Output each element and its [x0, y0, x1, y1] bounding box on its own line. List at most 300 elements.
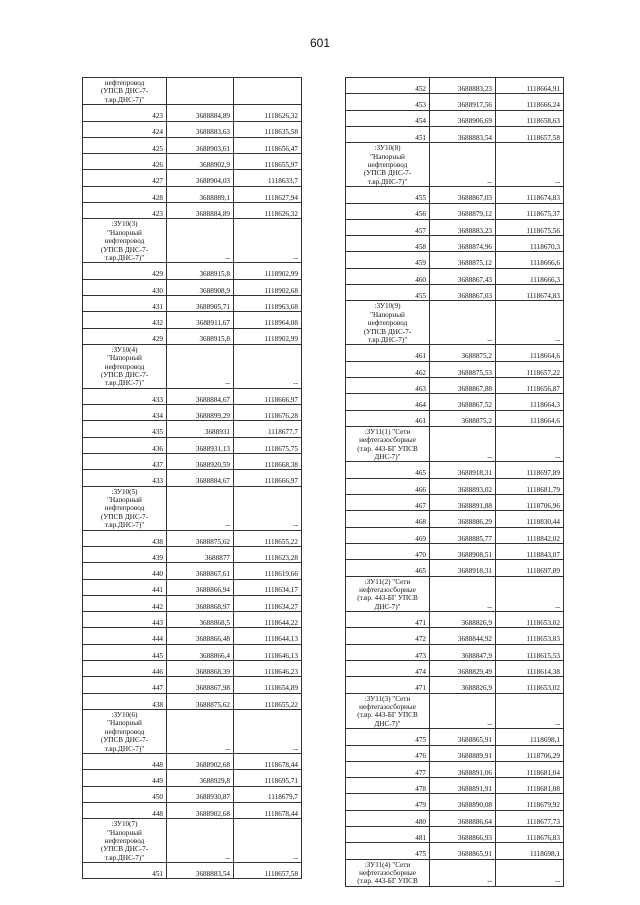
point-number: 439: [83, 546, 167, 562]
y-coordinate: --: [496, 426, 564, 462]
coordinate-row: [83, 802, 302, 818]
point-number: 459: [346, 252, 430, 268]
point-number: 423: [83, 203, 167, 219]
y-coordinate: 1118666,6: [496, 252, 564, 268]
point-number: 458: [346, 236, 430, 252]
y-coordinate: --: [496, 859, 564, 886]
point-number: 457: [346, 219, 430, 235]
x-coordinate: 3688917,56: [430, 94, 496, 110]
coordinate-row: [346, 410, 564, 426]
x-coordinate: 3688867,52: [430, 394, 496, 410]
coordinate-row: [83, 421, 302, 437]
y-coordinate: 1118655,97: [234, 154, 302, 170]
x-coordinate: --: [430, 426, 496, 462]
x-coordinate: 3688903,61: [167, 137, 234, 153]
y-coordinate: --: [496, 301, 564, 345]
x-coordinate: --: [167, 709, 234, 753]
y-coordinate: 1118626,32: [234, 105, 302, 121]
coordinate-row: [83, 186, 302, 202]
x-coordinate: --: [167, 219, 234, 263]
point-number: 466: [346, 478, 430, 494]
section-header-row: [83, 486, 302, 530]
x-coordinate: 3688829,49: [430, 661, 496, 677]
x-coordinate: 3688891,06: [430, 761, 496, 777]
point-number: 461: [346, 345, 430, 361]
y-coordinate: --: [234, 344, 302, 388]
section-header-row: [83, 219, 302, 263]
point-number: 448: [83, 802, 167, 818]
y-coordinate: 1118678,44: [234, 753, 302, 769]
coordinate-row: [83, 563, 302, 579]
x-coordinate: 3688905,71: [167, 295, 234, 311]
y-coordinate: 1118657,22: [496, 361, 564, 377]
coordinate-row: [83, 753, 302, 769]
coordinate-row: [83, 770, 302, 786]
x-coordinate: --: [430, 143, 496, 187]
coordinate-row: [83, 328, 302, 344]
point-number: 440: [83, 563, 167, 579]
point-number: 460: [346, 268, 430, 284]
coordinate-row: [346, 560, 564, 576]
point-number: 461: [346, 410, 430, 426]
x-coordinate: --: [430, 301, 496, 345]
x-coordinate: 3688884,89: [167, 105, 234, 121]
section-label: :ЗУ11(1) "Сети нефтегазосборные (т.вр. 443-БГ УПСВ ДНС-7)": [346, 426, 430, 462]
y-coordinate: 1118664,91: [496, 78, 564, 94]
coordinate-row: [346, 462, 564, 478]
coordinate-row: [346, 628, 564, 644]
x-coordinate: 3688874,96: [430, 236, 496, 252]
y-coordinate: --: [496, 143, 564, 187]
y-coordinate: 1118646,13: [234, 644, 302, 660]
point-number: 472: [346, 628, 430, 644]
point-number: 453: [346, 94, 430, 110]
coordinate-row: [346, 252, 564, 268]
x-coordinate: 3688904,03: [167, 170, 234, 186]
y-coordinate: 1118677,73: [496, 810, 564, 826]
coordinate-row: [83, 137, 302, 153]
y-coordinate: 1118676,28: [234, 405, 302, 421]
x-coordinate: 3688875,12: [430, 252, 496, 268]
point-number: 445: [83, 644, 167, 660]
section-header-row: [346, 143, 564, 187]
point-number: 448: [83, 753, 167, 769]
coordinate-row: [346, 511, 564, 527]
x-coordinate: 3688826,9: [430, 612, 496, 628]
y-coordinate: --: [496, 693, 564, 729]
point-number: 471: [346, 677, 430, 693]
y-coordinate: 1118634,27: [234, 595, 302, 611]
section-label: :ЗУ11(4) "Сети нефтегазосборные (т.вр. 443-БГ УПСВ: [346, 859, 430, 886]
y-coordinate: 1118706,96: [496, 495, 564, 511]
x-coordinate: --: [430, 693, 496, 729]
point-number: 428: [83, 186, 167, 202]
x-coordinate: --: [167, 819, 234, 863]
point-number: 433: [83, 388, 167, 404]
y-coordinate: 1118679,7: [234, 786, 302, 802]
point-number: 432: [83, 312, 167, 328]
x-coordinate: 3688906,69: [430, 110, 496, 126]
x-coordinate: [167, 78, 234, 105]
section-header-row: [83, 819, 302, 863]
x-coordinate: 3688865,91: [430, 843, 496, 859]
y-coordinate: 1118697,89: [496, 462, 564, 478]
coordinate-row: [346, 394, 564, 410]
point-number: 476: [346, 745, 430, 761]
x-coordinate: --: [167, 486, 234, 530]
coordinate-row: [346, 827, 564, 843]
coordinate-row: [83, 105, 302, 121]
x-coordinate: 3688885,77: [430, 527, 496, 543]
point-number: 477: [346, 761, 430, 777]
y-coordinate: 1118681,04: [496, 761, 564, 777]
x-coordinate: 3688867,03: [430, 285, 496, 301]
y-coordinate: 1118681,08: [496, 778, 564, 794]
x-coordinate: 3688877: [167, 546, 234, 562]
point-number: 474: [346, 661, 430, 677]
coordinate-row: [83, 454, 302, 470]
y-coordinate: 1118655,22: [234, 693, 302, 709]
y-coordinate: 1118634,17: [234, 579, 302, 595]
coordinate-row: [346, 810, 564, 826]
x-coordinate: 3688890,08: [430, 794, 496, 810]
point-number: 443: [83, 612, 167, 628]
y-coordinate: 1118902,99: [234, 263, 302, 279]
x-coordinate: 3688911,67: [167, 312, 234, 328]
y-coordinate: 1118657,58: [234, 863, 302, 879]
coordinate-row: [346, 543, 564, 559]
y-coordinate: 1118653,83: [496, 628, 564, 644]
section-header-row: [83, 709, 302, 753]
coordinate-row: [346, 495, 564, 511]
y-coordinate: 1118656,87: [496, 377, 564, 393]
x-coordinate: 3688884,67: [167, 388, 234, 404]
x-coordinate: 3688844,92: [430, 628, 496, 644]
y-coordinate: --: [234, 709, 302, 753]
coordinate-row: [83, 595, 302, 611]
point-number: 429: [83, 328, 167, 344]
y-coordinate: 1118678,44: [234, 802, 302, 818]
y-coordinate: 1118697,89: [496, 560, 564, 576]
coordinate-row: [83, 628, 302, 644]
point-number: 429: [83, 263, 167, 279]
coordinate-row: [346, 644, 564, 660]
coordinate-row: [346, 745, 564, 761]
point-number: 468: [346, 511, 430, 527]
point-number: 433: [83, 470, 167, 486]
y-coordinate: 1118664,6: [496, 410, 564, 426]
coordinate-row: [83, 612, 302, 628]
x-coordinate: 3688902,68: [167, 753, 234, 769]
coordinate-row: [346, 268, 564, 284]
point-number: 436: [83, 437, 167, 453]
y-coordinate: 1118656,47: [234, 137, 302, 153]
point-number: 435: [83, 421, 167, 437]
point-number: 438: [83, 693, 167, 709]
y-coordinate: 1118706,29: [496, 745, 564, 761]
coordinates-table-right: [345, 77, 564, 887]
y-coordinate: 1118623,28: [234, 546, 302, 562]
page-number: 601: [309, 36, 331, 50]
point-number: 449: [83, 770, 167, 786]
point-number: 473: [346, 644, 430, 660]
coordinate-row: [346, 203, 564, 219]
y-coordinate: 1118666,97: [234, 388, 302, 404]
section-header-row: [346, 426, 564, 462]
y-coordinate: 1118646,23: [234, 661, 302, 677]
x-coordinate: --: [430, 859, 496, 886]
section-label: :ЗУ10(3) "Напорный нефтепровод (УПСВ ДНС-7- т.вр.ДНС-7)": [83, 219, 167, 263]
coordinate-row: [83, 470, 302, 486]
coordinate-row: [346, 236, 564, 252]
y-coordinate: 1118614,38: [496, 661, 564, 677]
x-coordinate: 3688875,2: [430, 410, 496, 426]
coordinate-row: [83, 437, 302, 453]
coordinate-row: [346, 285, 564, 301]
coordinate-row: [346, 761, 564, 777]
point-number: 455: [346, 285, 430, 301]
point-number: 437: [83, 454, 167, 470]
x-coordinate: 3688883,23: [430, 78, 496, 94]
y-coordinate: 1118627,94: [234, 186, 302, 202]
coordinate-row: [83, 863, 302, 879]
point-number: 471: [346, 612, 430, 628]
coordinate-row: [83, 405, 302, 421]
section-header-row: [346, 301, 564, 345]
point-number: 475: [346, 843, 430, 859]
y-coordinate: 1118695,71: [234, 770, 302, 786]
y-coordinate: 1118674,83: [496, 187, 564, 203]
x-coordinate: 3688883,23: [430, 219, 496, 235]
section-label: :ЗУ10(6) "Напорный нефтепровод (УПСВ ДНС-7- т.вр.ДНС-7)": [83, 709, 167, 753]
x-coordinate: 3688931: [167, 421, 234, 437]
coordinate-row: [83, 677, 302, 693]
section-header-row: [83, 78, 302, 105]
y-coordinate: 1118676,83: [496, 827, 564, 843]
x-coordinate: 3688867,61: [167, 563, 234, 579]
coordinate-row: [83, 644, 302, 660]
coordinate-row: [346, 527, 564, 543]
x-coordinate: 3688866,4: [167, 644, 234, 660]
coordinate-row: [83, 154, 302, 170]
x-coordinate: 3688930,87: [167, 786, 234, 802]
y-coordinate: 1118654,89: [234, 677, 302, 693]
y-coordinate: 1118902,68: [234, 279, 302, 295]
coordinate-row: [83, 121, 302, 137]
y-coordinate: 1118666,3: [496, 268, 564, 284]
x-coordinate: 3688902,68: [167, 802, 234, 818]
point-number: 431: [83, 295, 167, 311]
coordinate-row: [346, 110, 564, 126]
y-coordinate: 1118902,99: [234, 328, 302, 344]
x-coordinate: 3688868,39: [167, 661, 234, 677]
coordinate-row: [346, 361, 564, 377]
section-label: :ЗУ11(3) "Сети нефтегазосборные (т.вр. 443-БГ УПСВ ДНС-7)": [346, 693, 430, 729]
x-coordinate: 3688866,48: [167, 628, 234, 644]
x-coordinate: 3688902,9: [167, 154, 234, 170]
y-coordinate: 1118842,02: [496, 527, 564, 543]
coordinate-row: [83, 388, 302, 404]
coordinate-row: [346, 377, 564, 393]
point-number: 427: [83, 170, 167, 186]
x-coordinate: 3688908,51: [430, 543, 496, 559]
coordinate-row: [83, 579, 302, 595]
x-coordinate: 3688884,89: [167, 203, 234, 219]
x-coordinate: 3688866,94: [167, 579, 234, 595]
section-header-row: [346, 693, 564, 729]
y-coordinate: 1118653,02: [496, 677, 564, 693]
y-coordinate: 1118675,75: [234, 437, 302, 453]
coordinate-row: [346, 661, 564, 677]
y-coordinate: 1118644,22: [234, 612, 302, 628]
coordinate-row: [83, 263, 302, 279]
x-coordinate: 3688883,54: [167, 863, 234, 879]
point-number: 456: [346, 203, 430, 219]
coordinate-row: [346, 345, 564, 361]
y-coordinate: --: [234, 486, 302, 530]
coordinate-row: [83, 279, 302, 295]
y-coordinate: 1118626,32: [234, 203, 302, 219]
y-coordinate: 1118658,63: [496, 110, 564, 126]
point-number: 469: [346, 527, 430, 543]
y-coordinate: 1118655,22: [234, 530, 302, 546]
coordinate-row: [346, 219, 564, 235]
y-coordinate: 1118964,08: [234, 312, 302, 328]
y-coordinate: [234, 78, 302, 105]
coordinate-row: [83, 661, 302, 677]
coordinate-row: [83, 530, 302, 546]
coordinate-row: [83, 312, 302, 328]
y-coordinate: 1118615,53: [496, 644, 564, 660]
y-coordinate: 1118664,3: [496, 394, 564, 410]
x-coordinate: 3688875,62: [167, 530, 234, 546]
coordinate-row: [346, 612, 564, 628]
point-number: 465: [346, 462, 430, 478]
section-header-row: [346, 859, 564, 886]
point-number: 455: [346, 187, 430, 203]
coordinate-row: [346, 729, 564, 745]
x-coordinate: 3688867,43: [430, 268, 496, 284]
coordinate-row: [83, 546, 302, 562]
x-coordinate: 3688884,67: [167, 470, 234, 486]
y-coordinate: 1118677,7: [234, 421, 302, 437]
y-coordinate: 1118653,02: [496, 612, 564, 628]
y-coordinate: 1118830,44: [496, 511, 564, 527]
y-coordinate: 1118675,37: [496, 203, 564, 219]
coordinate-row: [346, 187, 564, 203]
y-coordinate: 1118698,1: [496, 729, 564, 745]
point-number: 446: [83, 661, 167, 677]
point-number: 478: [346, 778, 430, 794]
y-coordinate: 1118681,79: [496, 478, 564, 494]
x-coordinate: 3688879,12: [430, 203, 496, 219]
y-coordinate: 1118644,13: [234, 628, 302, 644]
point-number: 475: [346, 729, 430, 745]
point-number: 442: [83, 595, 167, 611]
x-coordinate: 3688875,62: [167, 693, 234, 709]
x-coordinate: 3688893,02: [430, 478, 496, 494]
point-number: 424: [83, 121, 167, 137]
x-coordinate: 3688866,93: [430, 827, 496, 843]
point-number: 423: [83, 105, 167, 121]
y-coordinate: --: [234, 819, 302, 863]
x-coordinate: 3688918,31: [430, 462, 496, 478]
coordinate-row: [346, 843, 564, 859]
y-coordinate: 1118843,07: [496, 543, 564, 559]
coordinate-row: [346, 94, 564, 110]
section-label: :ЗУ10(8) "Напорный нефтепровод (УПСВ ДНС-7- т.вр.ДНС-7)": [346, 143, 430, 187]
point-number: 438: [83, 530, 167, 546]
point-number: 462: [346, 361, 430, 377]
x-coordinate: 3688889,91: [430, 745, 496, 761]
x-coordinate: 3688915,8: [167, 328, 234, 344]
point-number: 480: [346, 810, 430, 826]
section-label: :ЗУ10(4) "Напорный нефтепровод (УПСВ ДНС-7- т.вр.ДНС-7)": [83, 344, 167, 388]
coordinate-row: [83, 786, 302, 802]
point-number: 451: [346, 126, 430, 142]
coordinate-row: [83, 295, 302, 311]
point-number: 470: [346, 543, 430, 559]
x-coordinate: 3688886,64: [430, 810, 496, 826]
y-coordinate: --: [234, 219, 302, 263]
y-coordinate: 1118698,1: [496, 843, 564, 859]
point-number: 441: [83, 579, 167, 595]
section-label: :ЗУ10(7) "Напорный нефтепровод (УПСВ ДНС-7- т.вр.ДНС-7)": [83, 819, 167, 863]
coordinates-table-left: [82, 77, 302, 879]
x-coordinate: 3688899,29: [167, 405, 234, 421]
coordinate-row: [346, 78, 564, 94]
x-coordinate: 3688883,54: [430, 126, 496, 142]
point-number: 481: [346, 827, 430, 843]
point-number: 447: [83, 677, 167, 693]
point-number: 444: [83, 628, 167, 644]
section-label: :ЗУ10(5) "Напорный нефтепровод (УПСВ ДНС-7- т.вр.ДНС-7)": [83, 486, 167, 530]
y-coordinate: 1118666,24: [496, 94, 564, 110]
y-coordinate: 1118619,66: [234, 563, 302, 579]
x-coordinate: 3688826,9: [430, 677, 496, 693]
y-coordinate: 1118664,6: [496, 345, 564, 361]
x-coordinate: 3688883,63: [167, 121, 234, 137]
point-number: 467: [346, 495, 430, 511]
y-coordinate: 1118633,7: [234, 170, 302, 186]
x-coordinate: 3688868,5: [167, 612, 234, 628]
x-coordinate: 3688891,91: [430, 778, 496, 794]
coordinate-row: [83, 170, 302, 186]
point-number: 465: [346, 560, 430, 576]
x-coordinate: 3688889,1: [167, 186, 234, 202]
coordinate-row: [346, 126, 564, 142]
x-coordinate: 3688868,97: [167, 595, 234, 611]
x-coordinate: 3688908,9: [167, 279, 234, 295]
x-coordinate: --: [167, 344, 234, 388]
section-label: :ЗУ10(9) "Напорный нефтепровод (УПСВ ДНС-7- т.вр.ДНС-7)": [346, 301, 430, 345]
x-coordinate: 3688891,88: [430, 495, 496, 511]
point-number: 454: [346, 110, 430, 126]
y-coordinate: 1118963,68: [234, 295, 302, 311]
coordinate-row: [346, 677, 564, 693]
x-coordinate: 3688920,59: [167, 454, 234, 470]
y-coordinate: --: [496, 576, 564, 612]
y-coordinate: 1118668,38: [234, 454, 302, 470]
x-coordinate: 3688931,13: [167, 437, 234, 453]
x-coordinate: 3688886,29: [430, 511, 496, 527]
y-coordinate: 1118675,56: [496, 219, 564, 235]
point-number: 450: [83, 786, 167, 802]
x-coordinate: 3688915,8: [167, 263, 234, 279]
x-coordinate: 3688875,53: [430, 361, 496, 377]
x-coordinate: 3688867,88: [430, 377, 496, 393]
coordinate-row: [346, 794, 564, 810]
